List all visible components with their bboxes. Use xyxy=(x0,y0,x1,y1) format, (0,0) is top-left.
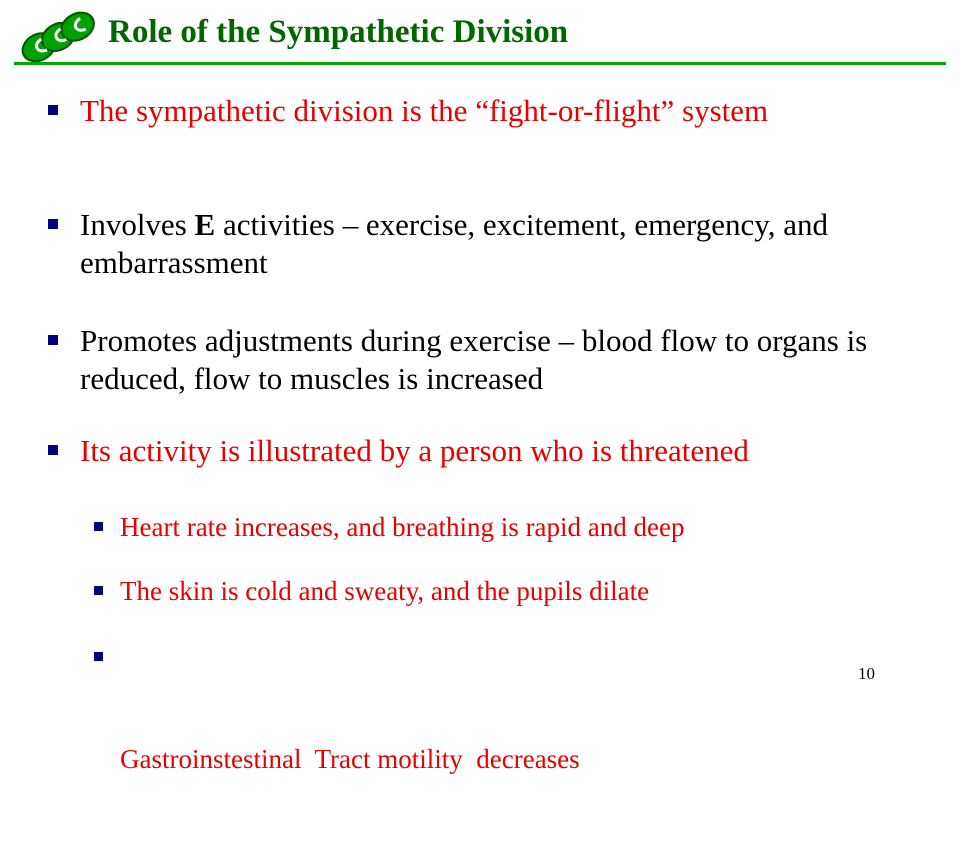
bullet-text: The sympathetic division is the “fight-or-flight” system xyxy=(80,93,769,128)
bullet-text xyxy=(46,206,926,282)
bullet-square-icon xyxy=(48,105,58,115)
bullet-text-part: Involves xyxy=(80,207,195,242)
bullet-square-icon xyxy=(94,586,103,595)
bullet-text: Its activity is illustrated by a person who is threatened xyxy=(80,433,749,468)
bullet-square-icon xyxy=(48,335,58,345)
sub-bullet-item xyxy=(94,640,914,844)
bullet-text: Promotes adjustments during exercise – blood flow to organs is reduced, flow to muscles is increased xyxy=(80,323,868,396)
sub-bullet-item xyxy=(94,510,914,544)
slide-title: Role of the Sympathetic Division xyxy=(108,14,569,50)
sub-bullet-text: Gastroinstestinal Tract motility decreases xyxy=(120,744,580,774)
bullet-item xyxy=(46,206,926,282)
bullet-square-icon xyxy=(48,219,58,229)
bullet-square-icon xyxy=(94,522,103,531)
sub-bullet-text: The skin is cold and sweaty, and the pupils dilate xyxy=(120,576,650,606)
bullet-square-icon xyxy=(48,445,58,455)
bullet-text-part: activities – exercise, excitement, emergency, and embarrassment xyxy=(80,207,829,280)
bullet-item xyxy=(46,322,926,398)
bullet-item xyxy=(46,92,926,130)
bullet-item xyxy=(46,432,926,470)
sub-bullet-text: Heart rate increases, and breathing is rapid and deep xyxy=(120,512,685,542)
bullet-bold-letter: E xyxy=(194,207,216,242)
page-number: 10 xyxy=(858,664,875,683)
bullet-square-icon xyxy=(94,652,103,661)
sub-bullet-item xyxy=(94,574,914,608)
